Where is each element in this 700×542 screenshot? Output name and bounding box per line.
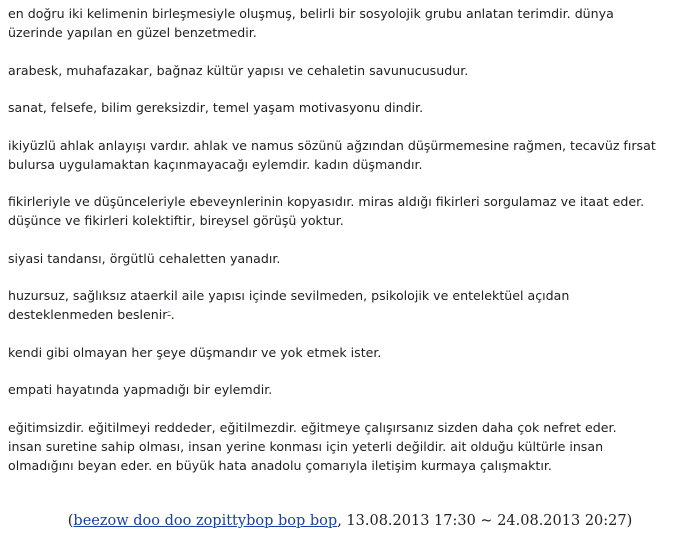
text-line: ikiyüzlü ahlak anlayışı vardır. ahlak ve namus sözünü ağzından düşürmemesine rağmen, tecavüz fırsat [8,137,656,153]
paragraph-hostility [8,343,694,362]
text-line: eğitimsizdir. eğitilmeyi reddeder, eğitilmezdir. eğitmeye çalışırsanız sizden daha çok nefret eder. [8,419,617,435]
text-line: siyasi tandansı, örgütlü cehaletten yanadır. [8,250,281,266]
paragraph-ideas [8,192,694,230]
text-line: arabesk, muhafazakar, bağnaz kültür yapısı ve cehaletin savunucusudur. [8,62,469,78]
footnote-link[interactable]: - [167,306,171,317]
text-fragment: desteklenmeden beslenir [8,307,168,322]
paragraph-morality [8,136,694,174]
text-line: fikirleriyle ve düşünceleriyle ebeveynlerinin kopyasıdır. miras aldığı fikirleri sorgulamaz ve itaat eder. [8,194,645,209]
text-line-with-footnote: desteklenmeden beslenir-. [8,306,175,322]
paragraph-family [8,286,694,324]
text-line: en doğru iki kelimenin birleşmesiyle oluşmuş, belirli bir sosyolojik grubu anlatan terimdir. dünya [8,6,614,21]
paragraph-politics [8,249,694,268]
paragraph-empathy [8,380,694,399]
text-line: olmadığını beyan eder. en büyük hata anadolu çomarıyla iletişim kurmaya çalışmaktır. [8,457,552,473]
signature-open-paren: ( [67,513,74,529]
text-line: düşünce ve fikirleri kolektiftir, bireysel görüşü yoktur. [8,213,344,228]
text-line: huzursuz, sağlıksız ataerkil aile yapısı içinde sevilmeden, psikolojik ve entelektüel açıdan [8,288,570,303]
text-line: bulursa uygulamaktan kaçınmayacağı eylemdir. kadın düşmandır. [8,156,423,172]
entry-dates: , 13.08.2013 17:30 ~ 24.08.2013 20:27) [337,513,633,529]
paragraph-religion [8,98,694,117]
paragraph-definition [8,4,694,42]
text-line: sanat, felsefe, bilim gereksizdir, temel yaşam motivasyonu dindir. [8,100,424,115]
text-line: insan suretine sahip olması, insan yerine konması için yeterli değildir. ait olduğu kültürle insan [8,438,604,454]
author-link[interactable]: beezow doo doo zopittybop bop bop [73,513,338,529]
paragraph-education [8,418,694,475]
text-line: kendi gibi olmayan her şeye düşmandır ve yok etmek ister. [8,344,382,360]
paragraph-culture [8,61,694,80]
entry-signature [0,513,700,529]
text-line: üzerinde yapılan en güzel benzetmedir. [8,25,257,40]
text-line: empati hayatında yapmadığı bir eylemdir. [8,382,273,397]
